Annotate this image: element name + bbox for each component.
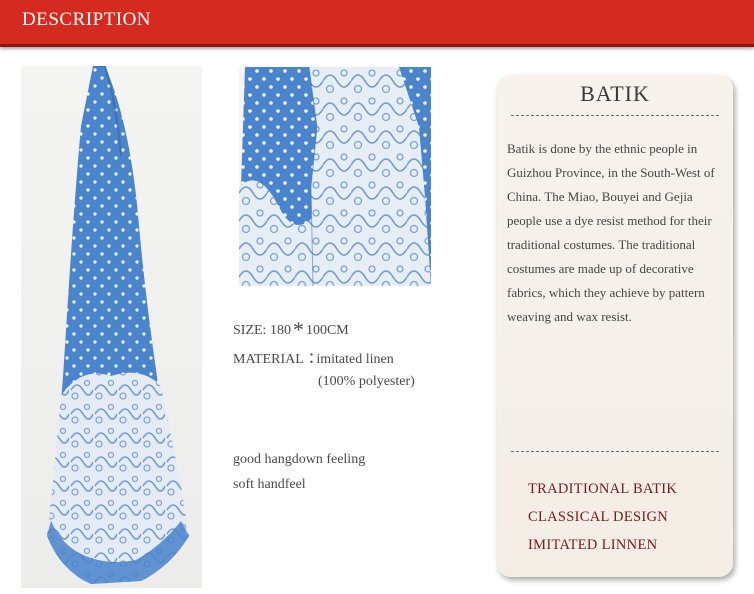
material-spec (233, 346, 394, 369)
material-label: MATERIAL (233, 352, 304, 367)
material-value: imitated linen (316, 352, 394, 367)
header-title: DESCRIPTION (22, 9, 152, 30)
card-body-text: Batik is done by the ethnic people in Guizhou Province, in the South-West of China. The Miao, Bouyei and Gejia people use a dye resist method for their traditional costumes. The traditional costumes are made up of decorative fabrics, which they achieve by pattern weaving and wax resist. (507, 141, 715, 324)
card-title: BATIK (580, 81, 650, 106)
feature-line: good hangdown feeling (233, 452, 366, 467)
size-spec (233, 314, 349, 340)
card-feature: CLASSICAL DESIGN (528, 509, 669, 525)
batik-info-card (497, 75, 733, 577)
size-star: * (292, 317, 304, 342)
description-header (0, 0, 754, 47)
card-feature: TRADITIONAL BATIK (528, 481, 678, 497)
scarf-hanging-photo (21, 66, 202, 588)
size-value: 100CM (305, 323, 349, 338)
scarf-closeup-image (239, 67, 431, 286)
material-colon: : (308, 346, 315, 368)
divider (511, 451, 719, 452)
scarf-closeup-photo (239, 67, 431, 286)
scarf-hanging-image (21, 66, 202, 588)
card-feature: IMITATED LINNEN (528, 537, 658, 553)
material-detail: (100% polyester) (318, 374, 415, 389)
size-label: SIZE: 180 (233, 323, 291, 338)
feature-line: soft handfeel (233, 477, 306, 492)
divider (511, 115, 719, 116)
